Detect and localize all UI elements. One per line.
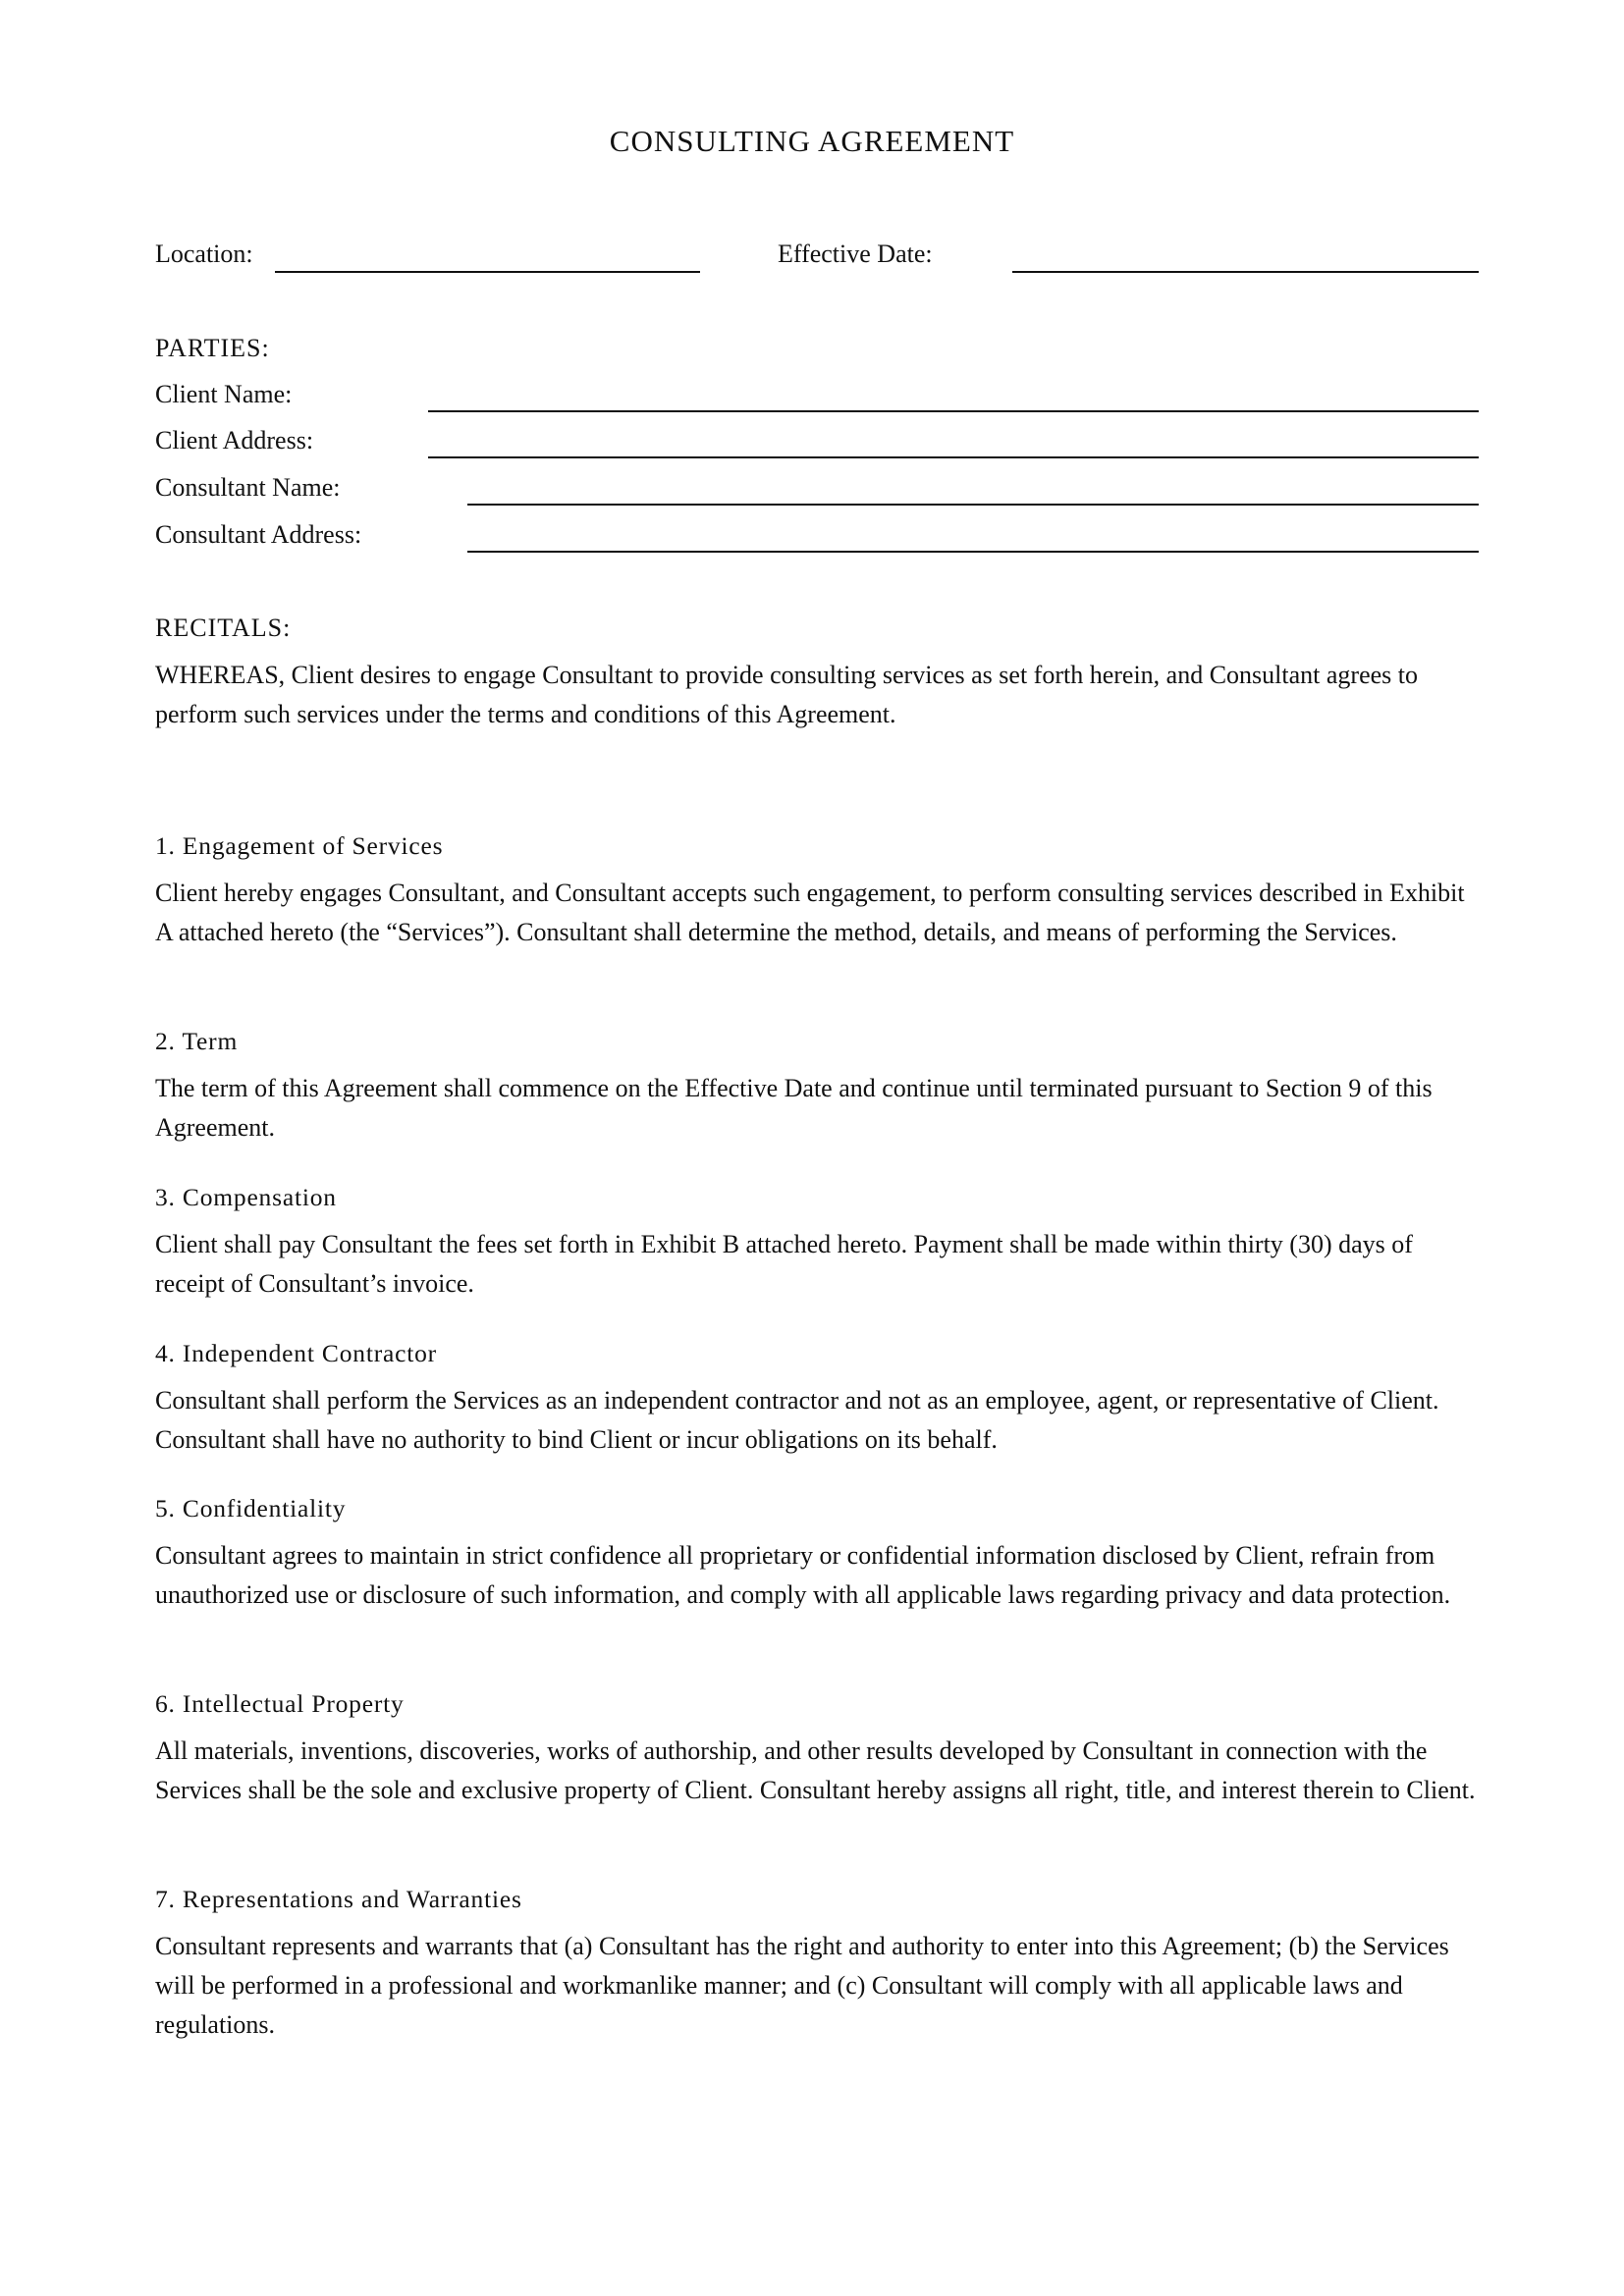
parties-label: PARTIES: [155,334,270,362]
section-6-text: All materials, inventions, discoveries, works of authorship, and other results developed by Consultant in connection with the Services shall be the sole and exclusive property of Client. Consultant hereby assigns all right, title, and interest therein to Client. [155,1736,1476,1804]
section-2-heading: 2. Term [155,1027,239,1055]
client-name-label: Client Name: [155,380,293,408]
section-7-text: Consultant represents and warrants that (a) Consultant has the right and authority to enter into this Agreement; (b) the Services will be performed in a professional and workmanlike manner; and (c) Consultant will comply with all applicable laws and regulations. [155,1932,1449,2039]
document-title: CONSULTING AGREEMENT [609,124,1015,158]
section-2-text: The term of this Agreement shall commence on the Effective Date and continue until terminated pursuant to Section 9 of this Agreement. [155,1074,1433,1142]
consultant-name-field[interactable] [467,504,1479,506]
client-address-field[interactable] [428,456,1479,458]
location-label: Location: [155,240,253,268]
section-4-heading: 4. Independent Contractor [155,1339,437,1367]
recitals-label: RECITALS: [155,614,292,642]
recitals-text: WHEREAS, Client desires to engage Consultant to provide consulting services as set forth herein, and Consultant agrees to perform such services under the terms and conditions of this Agreement. [155,661,1419,728]
location-field[interactable] [275,271,700,273]
consultant-address-label: Consultant Address: [155,520,362,549]
section-6-heading: 6. Intellectual Property [155,1689,405,1718]
section-5-heading: 5. Confidentiality [155,1494,347,1522]
section-3-text: Client shall pay Consultant the fees set forth in Exhibit B attached hereto. Payment shall be made within thirty (30) days of receipt of Consultant’s invoice. [155,1230,1413,1298]
section-1-text: Client hereby engages Consultant, and Consultant accepts such engagement, to perform consulting services described in Exhibit A attached hereto (the “Services”). Consultant shall determine the method, details, and means of performing the Services. [155,879,1465,946]
section-5-text: Consultant agrees to maintain in strict confidence all proprietary or confidential information disclosed by Client, refrain from unauthorized use or disclosure of such information, and comply with all applicable laws regarding privacy and data protection. [155,1541,1451,1609]
effective-date-label: Effective Date: [778,240,933,268]
client-name-field[interactable] [428,410,1479,412]
consultant-address-field[interactable] [467,551,1479,553]
section-1-heading: 1. Engagement of Services [155,831,444,860]
section-7-heading: 7. Representations and Warranties [155,1885,522,1913]
client-address-label: Client Address: [155,426,314,454]
section-4-text: Consultant shall perform the Services as an independent contractor and not as an employee, agent, or representative of Client. Consultant shall have no authority to bind Client or incur obligations on its behalf. [155,1386,1439,1454]
consultant-name-label: Consultant Name: [155,473,341,502]
effective-date-field[interactable] [1012,271,1479,273]
section-3-heading: 3. Compensation [155,1183,337,1211]
